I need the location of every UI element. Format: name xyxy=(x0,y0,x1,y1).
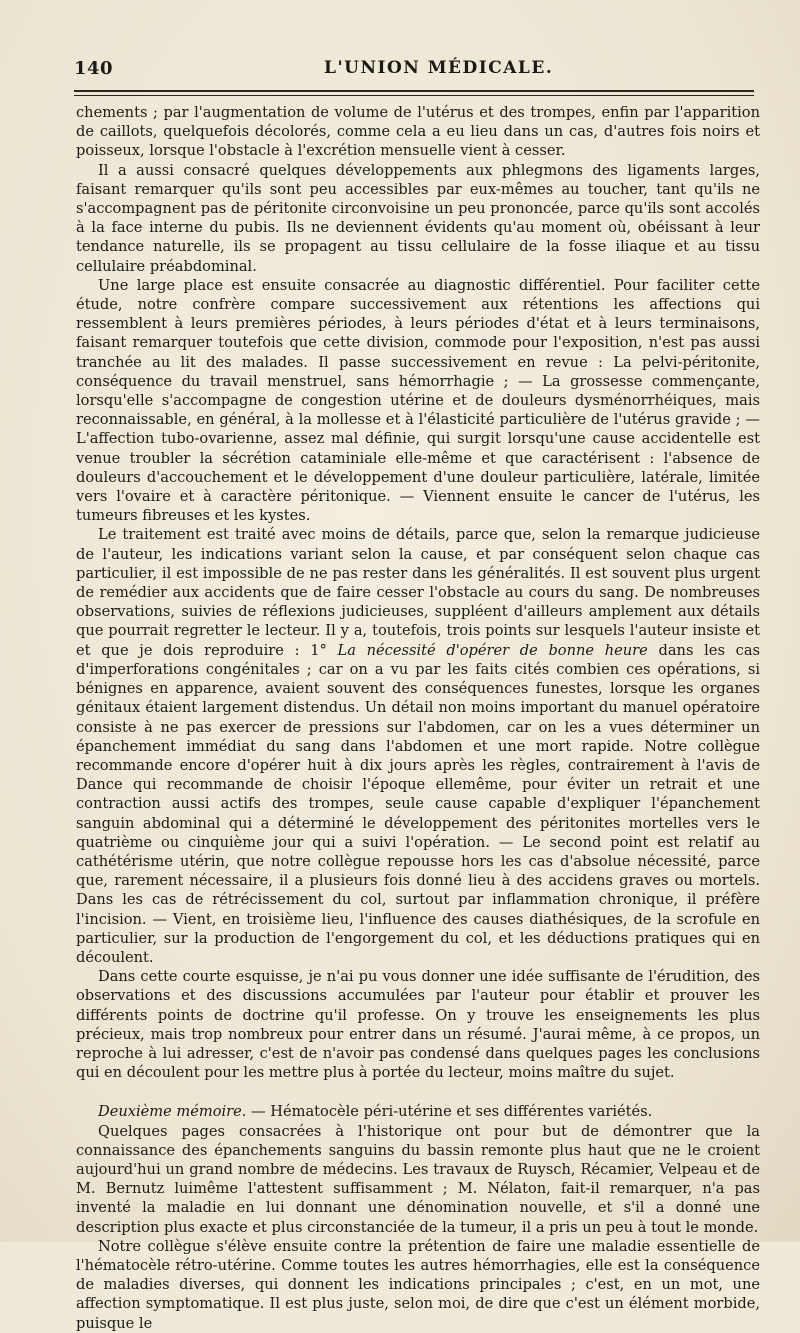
paragraph-6: Quelques pages consacrées à l'historique ont pour but de démontrer que la connaissance des épanchements sanguins du bassin remonte plus haut que ne le croient aujourd'hui un grand nombre de médecins. Les travaux de Ruysch, Récamier, Velpeau et de M. Bernutz luimême l'attestent suffisamment ; M. Nélaton, fait-il remarquer, n'a pas inventé la maladie en lui donnant une dénomination nouvelle, et s'il a donné une description plus exacte et plus circonstanciée de la tumeur, il a pris un peu à tout le monde. xyxy=(76,1122,760,1236)
header-rule xyxy=(74,90,754,92)
paragraph-4-text: Le traitement est traité avec moins de détails, parce que, selon la remarque judicieuse de l'auteur, les indications variant selon la cause, et par conséquent selon chaque cas particulier, il est impossible de ne pas rester dans les généralités. Il est souvent plus urgent de remédier aux accidents que de faire cesser l'obstacle au cours du sang. De nombreuses observations, suivies de réflexions judicieuses, suppléent d'ailleurs amplement aux détails que pourrait regretter le lecteur. Il y a, toutefois, trois points sur lesquels l'auteur insiste et et que je dois reproduire : 1° xyxy=(76,526,760,659)
paragraph-7: Notre collègue s'élève ensuite contre la prétention de faire une maladie essentielle de l'hématocèle rétro-utérine. Comme toutes les autres hémorrhagies, elle est la conséquence de maladies diverses, qui donnent les indications principales ; c'est, en un mot, une affection symptomatique. Il est plus juste, selon moi, de dire que c'est un élément morbide, puisque le xyxy=(76,1237,760,1332)
section-heading-paragraph xyxy=(76,1102,760,1121)
page-number: 140 xyxy=(74,58,114,79)
paragraph-3: Une large place est ensuite consacrée au diagnostic différentiel. Pour faciliter cette étude, notre confrère compare successivement aux rétentions les affections qui ressemblent à leurs premières périodes, à leurs périodes d'état et à leurs terminaisons, faisant remarquer toutefois que cette division, commode pour l'exposition, n'est pas aussi tranchée au lit des malades. Il passe successivement en revue : La pelvi-péritonite, conséquence du travail menstruel, sans hémorrhagie ; — La grossesse commençante, lorsqu'elle s'accompagne de congestion utérine et de douleurs dysménorrhéiques, mais reconnaissable, en général, à la mollesse et à l'élasticité particulière de l'utérus gravide ; — L'affection tubo-ovarienne, assez mal définie, qui surgit lorsqu'une cause accidentelle est venue troubler la sécrétion cataminiale elle-même et que caractérisent : l'absence de douleurs d'accouchement et le développement d'une douleur particulière, latérale, limitée vers l'ovaire et à caractère péritonique. — Viennent ensuite le cancer de l'utérus, les tumeurs fibreuses et les kystes. xyxy=(76,276,760,525)
header-rule-thin xyxy=(74,95,754,96)
paragraph-2: Il a aussi consacré quelques développements aux phlegmons des ligaments larges, faisant remarquer qu'ils sont peu accessibles par eux-mêmes au toucher, tant qu'ils ne s'accompagnent pas de péritonite circonvoisine un peu prononcée, parce qu'ils sont accolés à la face interne du pubis. Ils ne deviennent évidents qu'au moment où, obéissant à leur tendance naturelle, ils se propagent au tissu cellulaire de la fosse iliaque et au tissu cellulaire préabdominal. xyxy=(76,161,760,275)
paragraph-4 xyxy=(76,525,760,967)
page-header xyxy=(74,58,754,86)
paragraph-1: chements ; par l'augmentation de volume de l'utérus et des trompes, enfin par l'apparition de caillots, quelquefois décolorés, comme cela a eu lieu dans un cas, d'autres fois noirs et poisseux, lorsque l'obstacle à l'excrétion mensuelle vient à cesser. xyxy=(76,104,760,160)
italic-phrase: La nécessité d'opérer de bonne heure xyxy=(337,641,648,659)
running-title: L'UNION MÉDICALE. xyxy=(324,58,554,78)
section-subtitle: — Hématocèle péri-utérine et ses différentes variétés. xyxy=(251,1103,653,1121)
paragraph-4-continued: dans les cas d'imperforations congénitales ; car on a vu par les faits cités combien ces opérations, si bénignes en apparence, avaient souvent des conséquences funestes, lorsque les organes génitaux étaient largement distendus. Un détail non moins important du manuel opératoire consiste à ne pas exercer de pressions sur l'abdomen, car on les a vues déterminer un épanchement immédiat du sang dans l'abdomen et une mort rapide. Notre collègue recommande encore d'opérer huit à dix jours après les règles, contrairement à l'avis de Dance qui recommande de choisir l'époque ellemême, pour éviter un retrait et une contraction aussi actifs des trompes, seule cause capable d'expliquer l'épanchement sanguin abdominal qui a déterminé le développement des péritonites mortelles vers le quatrième ou cinquième jour qui a suivi l'opération. — Le second point est relatif au cathétérisme utérin, que notre collègue repousse hors les cas d'absolue nécessité, parce que, rarement nécessaire, il a plusieurs fois donné lieu à des accidens graves ou mortels. Dans les cas de rétrécissement du col, surtout par inflammation chronique, il préfère l'incision. — Vient, en troisième lieu, l'influence des causes diathésiques, de la scrofule en particulier, sur la production de l'engorgement du col, et les déductions pratiques qui en découlent. xyxy=(76,641,761,966)
section-title: Deuxième mémoire. xyxy=(98,1103,247,1121)
paragraph-5: Dans cette courte esquisse, je n'ai pu vous donner une idée suffisante de l'érudition, des observations et des discussions accumulées par l'auteur pour établir et prouver les différents points de doctrine qu'il professe. On y trouve les enseignements les plus précieux, mais trop nombreux pour entrer dans un résumé. J'aurai même, à ce propos, un reproche à lui adresser, c'est de n'avoir pas condensé dans quelques pages les conclusions qui en découlent pour les mettre plus à portée du lecteur, moins maître du sujet. xyxy=(76,968,760,1082)
article-body xyxy=(76,103,760,1333)
